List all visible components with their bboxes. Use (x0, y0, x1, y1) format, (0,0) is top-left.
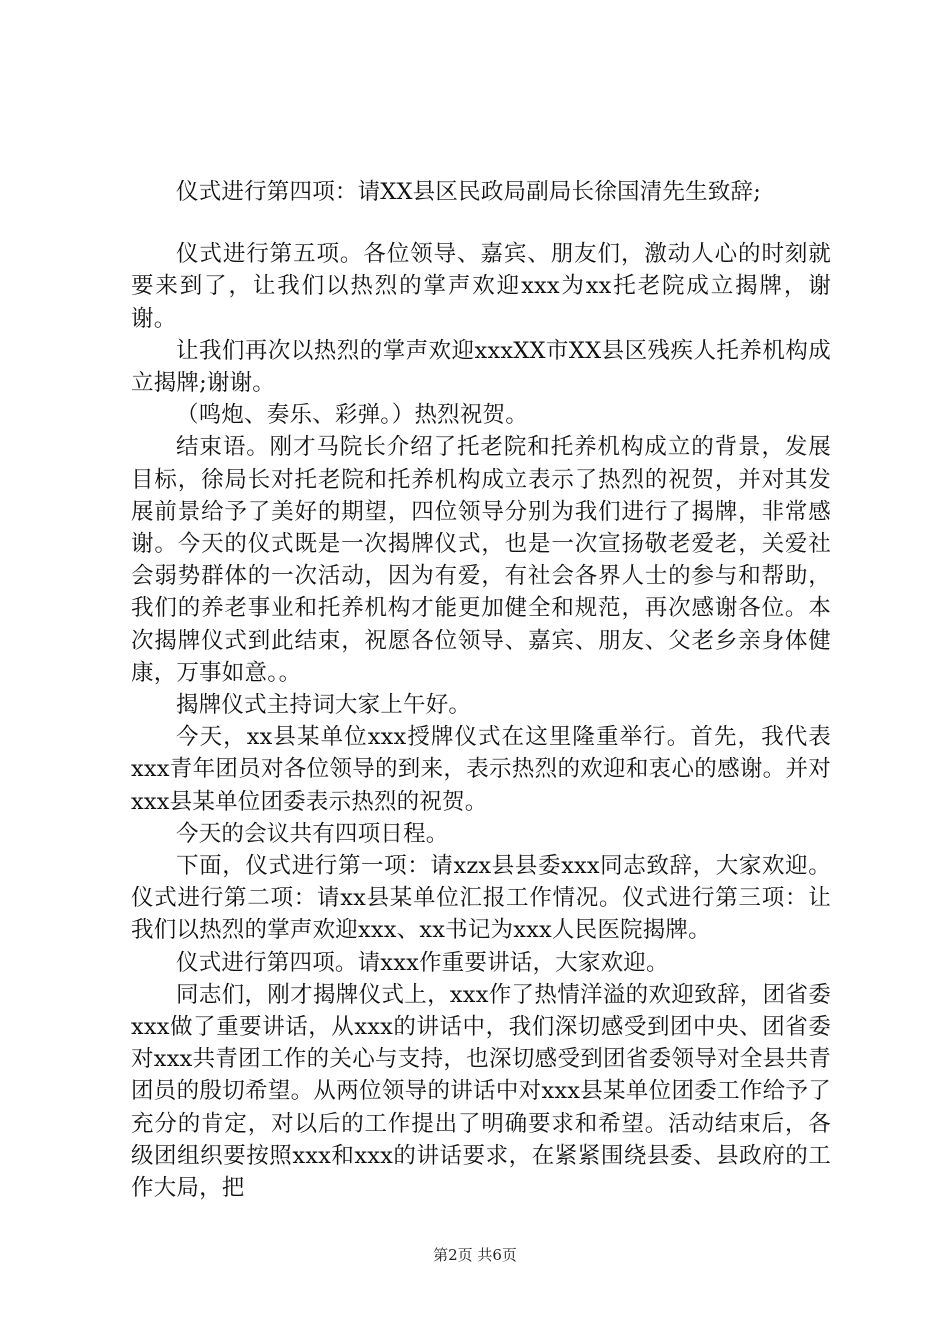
paragraph: 仪式进行第四项。请xxx作重要讲话，大家欢迎。 (176, 949, 669, 976)
paragraph: 今天的会议共有四项日程。 (176, 820, 449, 847)
paragraph: 今天，xx县某单位xxx授牌仪式在这里隆重举行。首先，我代表xxx青年团员对各位领导的到来，表示热烈的欢迎和衷心的感谢。并对xxx县某单位团委表示热烈的祝贺。 (131, 724, 831, 815)
document-body (131, 176, 831, 1204)
paragraph: 让我们再次以热烈的掌声欢迎xxxXX市XX县区残疾人托养机构成立揭牌;谢谢。 (131, 337, 831, 397)
paragraph: 仪式进行第五项。各位领导、嘉宾、朋友们，激动人心的时刻就要来到了，让我们以热烈的掌声欢迎xxx为xx托老院成立揭牌，谢谢。 (131, 241, 831, 332)
paragraph: 同志们，刚才揭牌仪式上，xxx作了热情洋溢的欢迎致辞，团省委xxx做了重要讲话，从xxx的讲话中，我们深切感受到团中央、团省委对xxx共青团工作的关心与支持，也深切感受到团省委领导对全县共青团员的殷切希望。从两位领导的讲话中对xxx县某单位团委工作给予了充分的肯定，对以后的工作提出了明确要求和希望。活动结束后，各级团组织要按照xxx和xxx的讲话要求，在紧紧围绕县委、县政府的工作大局，把 (131, 981, 831, 1202)
paragraph: 揭牌仪式主持词大家上午好。 (176, 692, 472, 719)
page-number-footer: 第2页 共6页 (433, 1246, 517, 1264)
paragraph: （鸣炮、奏乐、彩弹。）热烈祝贺。 (176, 402, 528, 429)
paragraph: 仪式进行第四项：请XX县区民政局副局长徐国清先生致辞; (176, 179, 762, 205)
paragraph: 下面，仪式进行第一项：请xzx县县委xxx同志致辞，大家欢迎。仪式进行第二项：请xx县某单位汇报工作情况。仪式进行第三项：让我们以热烈的掌声欢迎xxx、xx书记为xxx人民医院揭牌。 (131, 853, 831, 944)
paragraph: 结束语。刚才马院长介绍了托老院和托养机构成立的背景，发展目标，徐局长对托老院和托养机构成立表示了热烈的祝贺，并对其发展前景给予了美好的期望，四位领导分别为我们进行了揭牌，非常感谢。今天的仪式既是一次揭牌仪式，也是一次宣扬敬老爱老，关爱社会弱势群体的一次活动，因为有爱，有社会各界人士的参与和帮助，我们的养老事业和托养机构才能更加健全和规范，再次感谢各位。本次揭牌仪式到此结束，祝愿各位领导、嘉宾、朋友、父老乡亲身体健康，万事如意。。 (131, 434, 831, 686)
